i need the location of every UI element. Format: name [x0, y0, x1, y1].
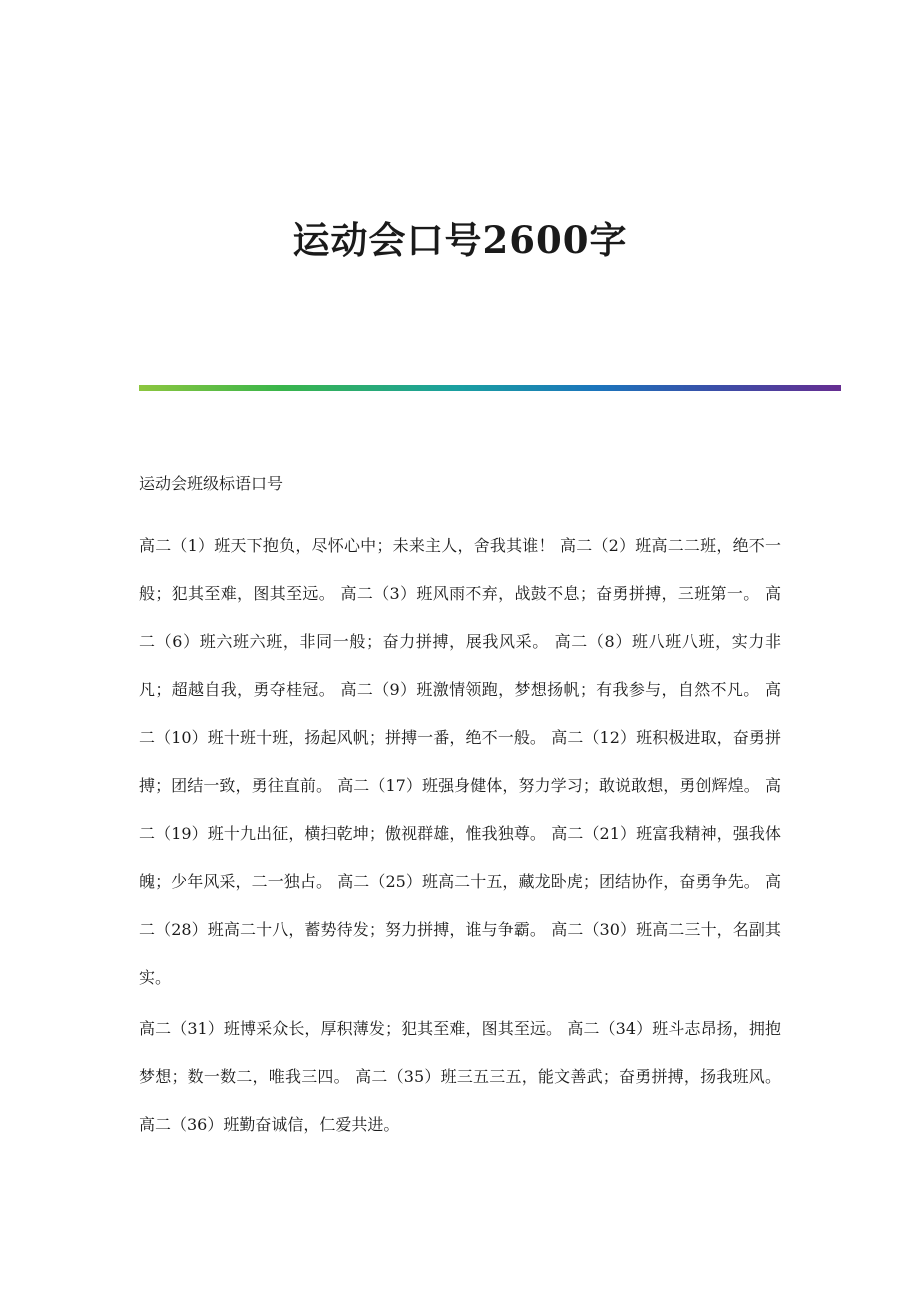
slogan-paragraph-1: 高二（1）班天下抱负，尽怀心中；未来主人，舍我其谁！ 高二（2）班高二二班，绝不一般；犯其至难，图其至远。 高二（3）班风雨不弃，战鼓不息；奋勇拼搏，三班第一。 高二（6）班六班六班，非同一般；奋力拼搏，展我风采。 高二（8）班八班八班，实力非凡；超越自我，勇夺桂冠。 高二（9）班激情领跑，梦想扬帆；有我参与，自然不凡。 高二（10）班十班十班，扬起风帆；拼搏一番，绝不一般。 高二（12）班积极进取，奋勇拼搏；团结一致，勇往直前。 高二（17）班强身健体，努力学习；敢说敢想，勇创辉煌。 高二（19）班十九出征，横扫乾坤；傲视群雄，惟我独尊。 高二（21）班富我精神，强我体魄；少年风采，二一独占。 高二（25）班高二十五，藏龙卧虎；团结协作，奋勇争先。 高二（28）班高二十八，蓄势待发；努力拼搏，谁与争霸。 高二（30）班高二三十，名副其实。	[139, 536, 781, 987]
section-heading: 运动会班级标语口号	[139, 474, 284, 493]
document-body	[139, 466, 781, 1152]
document-title: 运动会口号2600字	[292, 218, 628, 262]
slogan-paragraph-2: 高二（31）班博采众长，厚积薄发；犯其至难，图其至远。 高二（34）班斗志昂扬，拥抱梦想；数一数二，唯我三四。 高二（35）班三五三五，能文善武；奋勇拼搏，扬我班风。 高二（36）班勤奋诚信，仁爱共进。	[139, 1019, 781, 1134]
title-divider	[139, 385, 841, 391]
